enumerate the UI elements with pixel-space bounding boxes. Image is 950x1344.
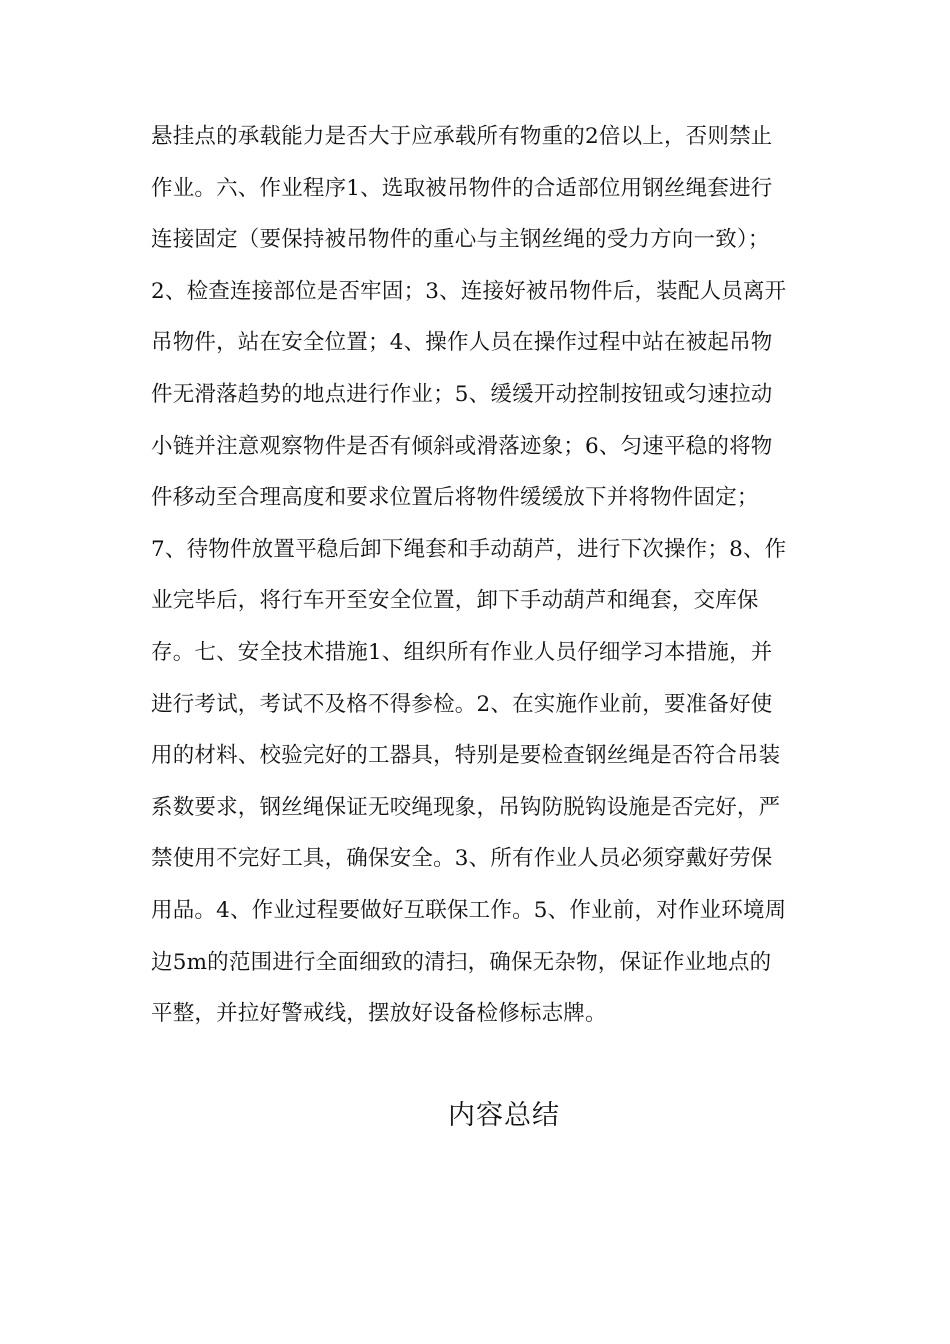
- text-line: 进行考试，考试不及格不得参检。2、在实施作业前，要准备好使: [151, 691, 773, 717]
- text-line: 存。七、安全技术措施1、组织所有作业人员仔细学习本措施，并: [151, 639, 773, 665]
- text-line: 作业。六、作业程序1、选取被吊物件的合适部位用钢丝绳套进行: [151, 175, 773, 201]
- text-line: 悬挂点的承载能力是否大于应承载所有物重的2倍以上，否则禁止: [151, 124, 773, 149]
- text-line: 件移动至合理高度和要求位置后将物件缓缓放下并将物件固定；: [151, 485, 759, 511]
- text-line: 用的材料、校验完好的工器具，特别是要检查钢丝绳是否符合吊装: [151, 743, 781, 769]
- text-line: 7、待物件放置平稳后卸下绳套和手动葫芦，进行下次操作；8、作: [151, 536, 787, 562]
- text-line: 2、检查连接部位是否牢固；3、连接好被吊物件后，装配人员离开: [151, 278, 787, 304]
- text-line: 用品。4、作业过程要做好互联保工作。5、作业前，对作业环境周: [151, 897, 787, 923]
- text-line: 平整，并拉好警戒线，摆放好设备检修标志牌。: [151, 1001, 607, 1027]
- text-line: 吊物件，站在安全位置；4、操作人员在操作过程中站在被起吊物: [151, 330, 773, 356]
- body-paragraph: [151, 118, 801, 1047]
- text-line: 系数要求，钢丝绳保证无咬绳现象，吊钩防脱钩设施是否完好，严: [151, 794, 781, 820]
- summary-heading: 内容总结: [448, 1100, 560, 1131]
- text-line: 边5m的范围进行全面细致的清扫，确保无杂物，保证作业地点的: [151, 949, 772, 975]
- text-line: 禁使用不完好工具，确保安全。3、所有作业人员必须穿戴好劳保: [151, 846, 773, 872]
- text-line: 小链并注意观察物件是否有倾斜或滑落迹象；6、匀速平稳的将物: [151, 433, 773, 459]
- text-line: 业完毕后，将行车开至安全位置，卸下手动葫芦和绳套，交库保: [151, 588, 759, 614]
- text-line: 件无滑落趋势的地点进行作业；5、缓缓开动控制按钮或匀速拉动: [151, 381, 773, 407]
- text-line: 连接固定（要保持被吊物件的重心与主钢丝绳的受力方向一致）；: [151, 227, 770, 253]
